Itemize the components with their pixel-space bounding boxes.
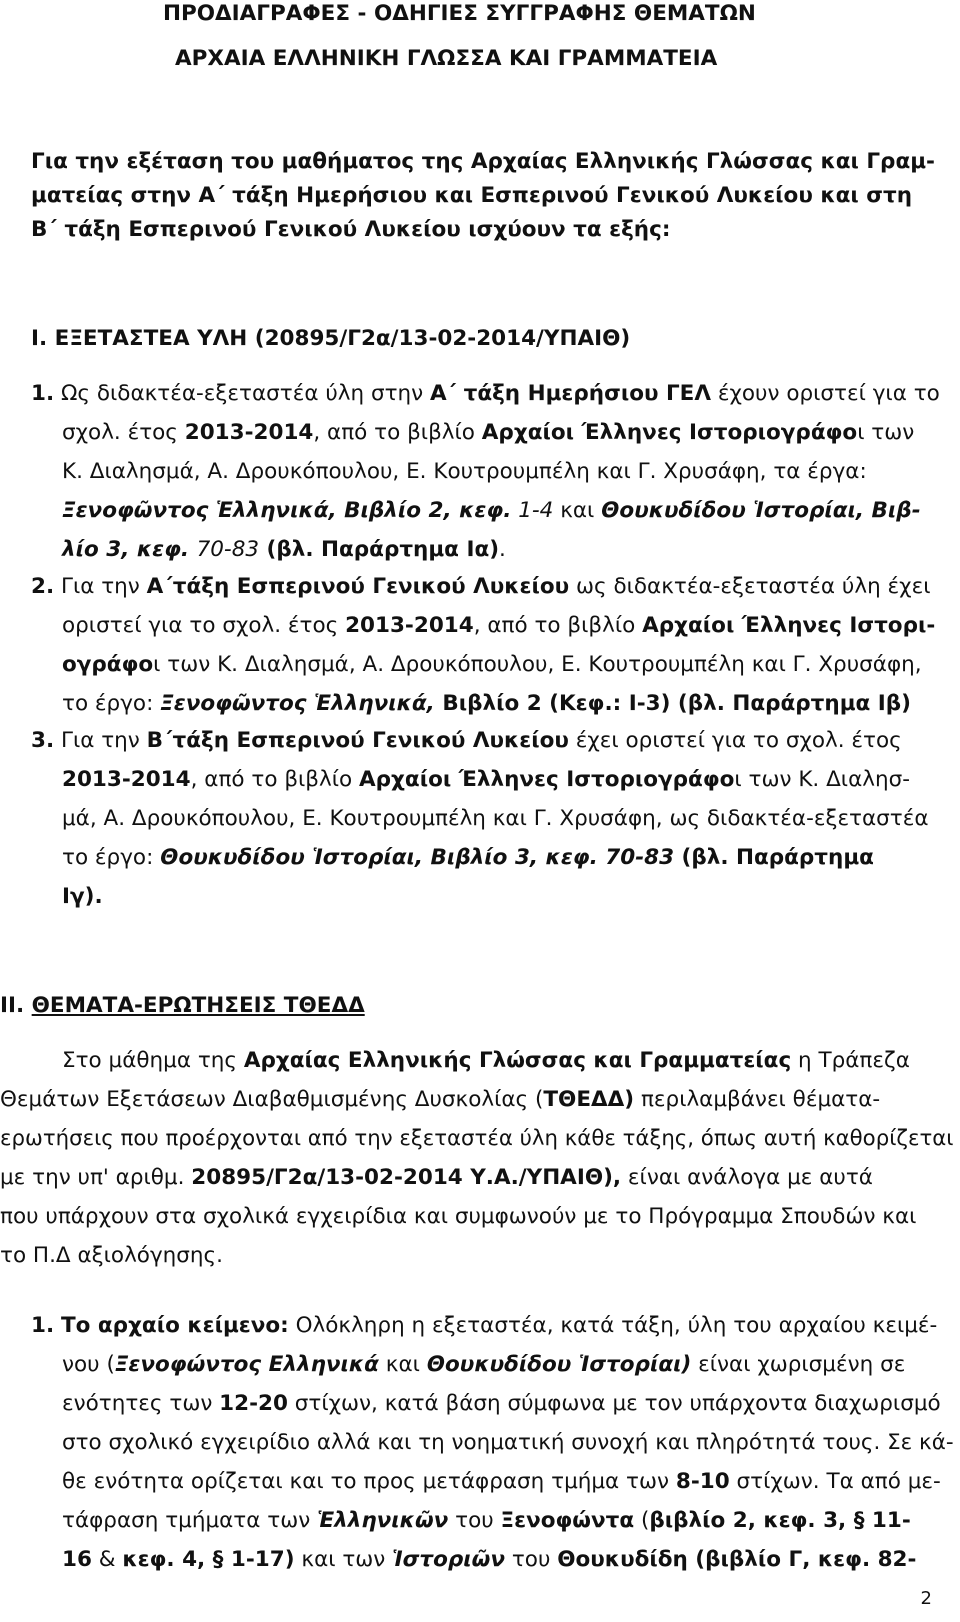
item-1-line-3: Κ. Διαλησμά, Α. Δρουκόπουλου, Ε. Κουτρουμπέλη και Γ. Χρυσάφη, τα έργα: — [62, 459, 867, 484]
item-1-line-4: Ξενοφῶντος Ἑλληνικά, Βιβλίο 2, κεφ. 1-4 και Θουκυδίδου Ἱστορίαι, Βιβ- — [62, 498, 921, 523]
item-2-line-3: ογράφοι των Κ. Διαλησμά, Α. Δρουκόπουλου, Ε. Κουτρουμπέλη και Γ. Χρυσάφη, — [62, 652, 922, 677]
intro-line-3: Β΄ τάξη Εσπερινού Γενικού Λυκείου ισχύουν τα εξής: — [31, 217, 671, 242]
item-3-line-2: 2013-2014, από το βιβλίο Αρχαίοι Έλληνες Ιστοριογράφοι των Κ. Διαλησ- — [62, 767, 910, 792]
para-1-line-2: Θεμάτων Εξετάσεων Διαβαθμισμένης Δυσκολίας (ΤΘΕΔΔ) περιλαμβάνει θέματα- — [0, 1087, 881, 1112]
page-number: 2 — [920, 1588, 932, 1609]
para-1-line-4: με την υπ' αριθμ. 20895/Γ2α/13-02-2014 Υ.Α./ΥΠΑΙΘ), είναι ανάλογα με αυτά — [0, 1165, 873, 1190]
item-1-line-5: λίο 3, κεφ. 70-83 (βλ. Παράρτημα Ια). — [62, 537, 506, 562]
para-1-line-1: Στο μάθημα της Αρχαίας Ελληνικής Γλώσσας και Γραμματείας η Τράπεζα — [62, 1048, 910, 1073]
document-title: ΠΡΟΔΙΑΓΡΑΦΕΣ - ΟΔΗΓΙΕΣ ΣΥΓΓΡΑΦΗΣ ΘΕΜΑΤΩΝ — [163, 1, 756, 26]
item-2-line-1: 2. Για την Α΄τάξη Εσπερινού Γενικού Λυκείου ως διδακτέα-εξεταστέα ύλη έχει — [31, 574, 931, 599]
item-1-line-2: σχολ. έτος 2013-2014, από το βιβλίο Αρχαίοι Έλληνες Ιστοριογράφοι των — [62, 420, 915, 445]
item-2-line-2: οριστεί για το σχολ. έτος 2013-2014, από το βιβλίο Αρχαίοι Έλληνες Ιστορι- — [62, 613, 936, 638]
para-1-line-6: το Π.Δ αξιολόγησης. — [0, 1243, 223, 1268]
para-2-line-6: τάφραση τμήματα των Ἑλληνικῶν του Ξενοφώντα (βιβλίο 2, κεφ. 3, § 11- — [62, 1508, 911, 1533]
para-2-line-5: θε ενότητα ορίζεται και το προς μετάφραση τμήμα των 8-10 στίχων. Τα από με- — [62, 1469, 941, 1494]
item-3-line-4: το έργο: Θουκυδίδου Ἱστορίαι, Βιβλίο 3, κεφ. 70-83 (βλ. Παράρτημα — [62, 845, 874, 870]
para-1-line-3: ερωτήσεις που προέρχονται από την εξεταστέα ύλη κάθε τάξης, όπως αυτή καθορίζεται — [0, 1126, 954, 1151]
document-subtitle: ΑΡΧΑΙΑ ΕΛΛΗΝΙΚΗ ΓΛΩΣΣΑ ΚΑΙ ΓΡΑΜΜΑΤΕΙΑ — [175, 46, 718, 71]
item-2-line-4: το έργο: Ξενοφῶντος Ἑλληνικά, Βιβλίο 2 (Κεφ.: Ι-3) (βλ. Παράρτημα Ιβ) — [62, 691, 911, 716]
item-3-line-3: μά, Α. Δρουκόπουλου, Ε. Κουτρουμπέλη και Γ. Χρυσάφη, ως διδακτέα-εξεταστέα — [62, 806, 929, 831]
item-3-line-5: Ιγ). — [62, 884, 103, 909]
section-1-heading: Ι. ΕΞΕΤΑΣΤΕΑ ΥΛΗ (20895/Γ2α/13-02-2014/ΥΠΑΙΘ) — [31, 326, 631, 351]
item-3-line-1: 3. Για την Β΄τάξη Εσπερινού Γενικού Λυκείου έχει οριστεί για το σχολ. έτος — [31, 728, 902, 753]
para-2-line-2: νου (Ξενοφώντος Ελληνικά και Θουκυδίδου Ἱστορίαι) είναι χωρισμένη σε — [62, 1352, 906, 1377]
section-2-heading: ΙΙ. ΘΕΜΑΤΑ-ΕΡΩΤΗΣΕΙΣ ΤΘΕΔΔ — [0, 993, 365, 1018]
para-1-line-5: που υπάρχουν στα σχολικά εγχειρίδια και συμφωνούν με το Πρόγραμμα Σπουδών και — [0, 1204, 917, 1229]
para-2-line-4: στο σχολικό εγχειρίδιο αλλά και τη νοηματική συνοχή και πληρότητά τους. Σε κά- — [62, 1430, 954, 1455]
para-2-line-7: 16 & κεφ. 4, § 1-17) και των Ἱστοριῶν του Θουκυδίδη (βιβλίο Γ, κεφ. 82- — [62, 1547, 917, 1572]
para-2-line-3: ενότητες των 12-20 στίχων, κατά βάση σύμφωνα με τον υπάρχοντα διαχωρισμό — [62, 1391, 941, 1416]
intro-line-2: ματείας στην Α΄ τάξη Ημερήσιου και Εσπερινού Γενικού Λυκείου και στη — [31, 183, 913, 208]
item-1-line-1: 1. Ως διδακτέα-εξεταστέα ύλη στην Α΄ τάξη Ημερήσιου ΓΕΛ έχουν οριστεί για το — [31, 381, 940, 406]
intro-line-1: Για την εξέταση του μαθήματος της Αρχαίας Ελληνικής Γλώσσας και Γραμ- — [31, 149, 935, 174]
para-2-line-1: 1. Το αρχαίο κείμενο: Ολόκληρη η εξεταστέα, κατά τάξη, ύλη του αρχαίου κειμέ- — [31, 1313, 938, 1338]
